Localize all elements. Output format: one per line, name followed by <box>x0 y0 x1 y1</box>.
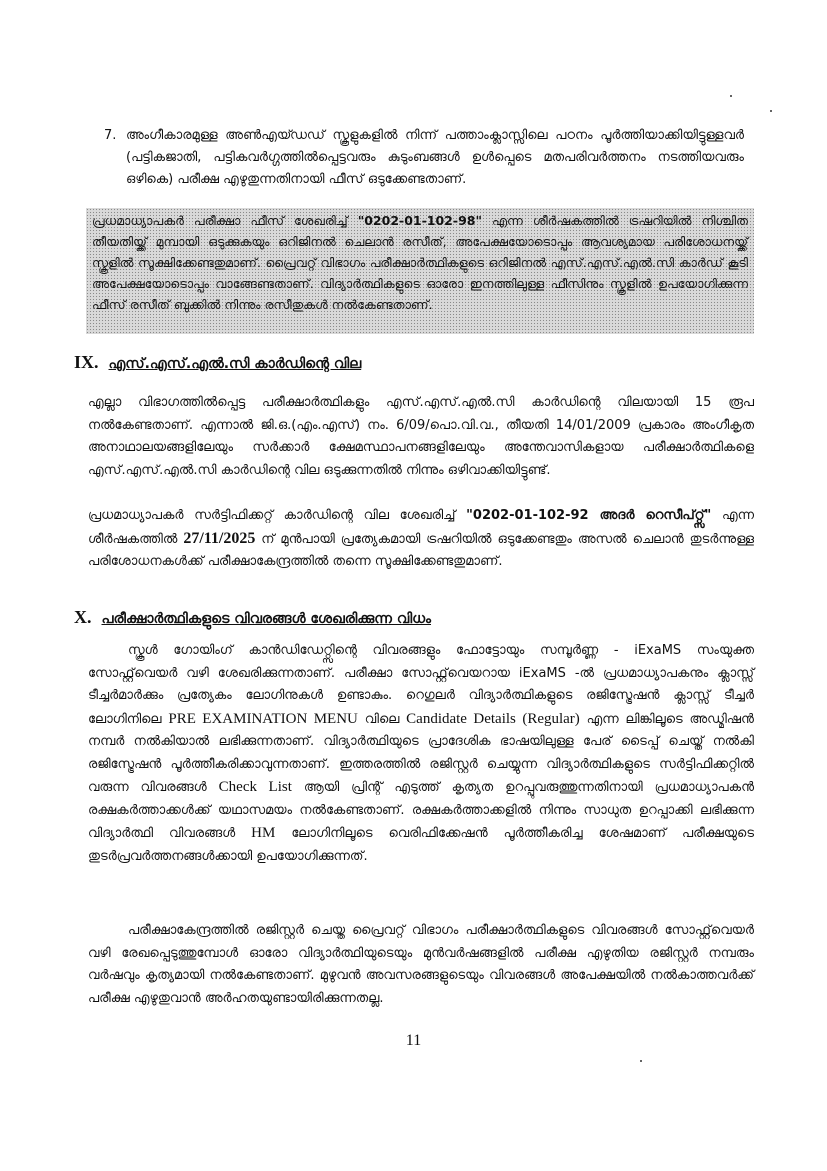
list-item-number: 7. <box>104 128 117 143</box>
para-text-start: പ്രധമാധ്യാപകർ സർട്ടിഫിക്കറ്റ് കാർഡിന്റെ വില ശേഖരിച്ച് <box>88 508 467 523</box>
candidate-details-paragraph <box>88 640 754 868</box>
menu-name: PRE EXAMINATION MENU <box>168 710 358 727</box>
para-text: ആയി പ്രിന്റ് എടുത്ത് കൃത്യത ഉറപ്പുവരുത്തുന്നതിനായി പ്രധമാധ്യാപകൻ രക്ഷകർത്താക്കൾക്ക് യഥാസമയം നൽകേണ്ടതാണ്. രക്ഷകർത്താക്കളിൽ നിന്നും സാധുത ഉറപ്പാക്കി ലഭിക്കുന്ന വിദ്യാർത്ഥി വിവരങ്ങൾ <box>88 780 754 841</box>
section-heading-x <box>74 607 431 628</box>
scan-speck <box>770 110 772 112</box>
page-number: 11 <box>405 1032 422 1049</box>
section-number: IX. <box>74 352 99 372</box>
note-text-start: പ്രധമാധ്യാപകർ പരീക്ഷാ ഫീസ് ശേഖരിച്ച് <box>92 213 358 228</box>
section-title: പരീക്ഷാർത്ഥികളുടെ വിവരങ്ങൾ ശേഖരിക്കുന്ന വിധം <box>101 611 432 627</box>
scan-speck <box>640 1060 642 1062</box>
para-text-end: ന് മുൻപായി പ്രത്യേകമായി ട്രഷറിയിൽ ഒടുക്കേണ്ടതും അസൽ ചെലാൻ തുടർന്നുള്ള പരിശോധനകൾക്ക് പരീക്ഷാകേന്ദ്രത്തിൽ തന്നെ സൂക്ഷിക്കേണ്ടതുമാണ്. <box>88 531 755 569</box>
note-text-rest: എന്ന ശീർഷകത്തിൽ ട്രഷറിയിൽ നിശ്ചിത തീയതിയ്ക്ക് മുമ്പായി ഒടുക്കുകയും ഒറിജിനൽ ചെലാൻ രസീത്, അപേക്ഷയോടൊപ്പം ആവശ്യമായ പരിശോധനയ്ക്ക് സ്കൂളിൽ സൂക്ഷിക്കേണ്ടതുമാണ്. പ്രൈവറ്റ് വിഭാഗം പരീക്ഷാർത്ഥികളുടെ ഒറിജിനൽ എസ്.എസ്.എൽ.സി കാർഡ് കൂടി അപേക്ഷയോടൊപ്പം വാങ്ങേണ്ടതാണ്. വിദ്യാർത്ഥികളുടെ ഓരോ ഇനത്തിലുള്ള ഫീസിനും സ്കൂളിൽ ഉപയോഗിക്കുന്ന ഫീസ് രസീത് ബുക്കിൽ നിന്നും രസീതുകൾ നൽകേണ്ടതാണ്. <box>92 213 748 312</box>
sslc-card-fee-paragraph: എല്ലാ വിഭാഗത്തിൽപ്പെട്ട പരീക്ഷാർത്ഥികളും എസ്.എസ്.എൽ.സി കാർഡിന്റെ വിലയായി 15 രൂപ നൽകേണ്ടതാണ്. എന്നാൽ ജി.ഒ.(എം.എസ്) നം. 6/09/പൊ.വി.വ., തീയതി 14/01/2009 പ്രകാരം അംഗീകൃത അനാഥാലയങ്ങളിലേയും സർക്കാർ ക്ഷേമസ്ഥാപനങ്ങളിലേയും അന്തേവാസികളായ പരീക്ഷാർത്ഥികളെ എസ്.എസ്.എൽ.സി കാർഡിന്റെ വില ഒടുക്കുന്നതിൽ നിന്നും ഒഴിവാക്കിയിട്ടുണ്ട്. <box>88 395 754 478</box>
private-candidates-paragraph: പരീക്ഷാകേന്ദ്രത്തിൽ രജിസ്റ്റർ ചെയ്ത പ്രൈവറ്റ് വിഭാഗം പരീക്ഷാർത്ഥികളുടെ വിവരങ്ങൾ സോഫ്റ്റ്‌വെയർ വഴി രേഖപ്പെടുത്തുമ്പോൾ ഓരോ വിദ്യാർത്ഥിയുടെയും മുൻവർഷങ്ങളിൽ പരീക്ഷ എഴുതിയ രജിസ്റ്റർ നമ്പരും വർഷവും കൃത്യമായി നൽകേണ്ടതാണ്. മുഴുവൻ അവസരങ്ങളുടെയും വിവരങ്ങൾ അപേക്ഷയിൽ നൽകാത്തവർക്ക് പരീക്ഷ എഴുതുവാൻ അർഹതയുണ്ടായിരിക്കുന്നതല്ല. <box>88 923 754 1006</box>
para-text: സ്കൂൾ ഗോയിംഗ് കാൻഡിഡേറ്റ്സിന്റെ വിവരങ്ങളും ഫോട്ടോയും സമ്പൂർണ്ണ - iExaMS സംയുക്ത സോഫ്റ്റ്‌വെയർ വഴി ശേഖരിക്കുന്നതാണ്. പരീക്ഷാ സോഫ്റ്റ്‌വെയറായ iExaMS -ൽ പ്രധമാധ്യാപകനും ക്ലാസ്സ് ടീച്ചർമാർക്കും പ്രത്യേകം ലോഗിനുകൾ ഉണ്ടാകും. റെഗുലർ വിദ്യാർത്ഥികളുടെ രജിസ്ട്രേഷൻ ക്ലാസ്സ് ടീച്ചർ ലോഗിനിലെ <box>88 643 754 727</box>
para-text: എന്ന ലിങ്കിലൂടെ അഡ്മിഷൻ നമ്പർ നൽകിയാൽ ലഭിക്കുന്നതാണ്. വിദ്യാർത്ഥിയുടെ പ്രാദേശിക ഭാഷയിലുള്ള പേര് ടൈപ്പ് ചെയ്ത് നൽകി രജിസ്ട്രേഷൻ പൂർത്തീകരിക്കാവുന്നതാണ്. ഇത്തരത്തിൽ രജിസ്റ്റർ ചെയ്യുന്ന വിദ്യാർത്ഥികളുടെ സർട്ടിഫിക്കറ്റിൽ വരുന്ന വിവരങ്ങൾ <box>88 711 754 795</box>
para-text-mid: എന്ന ശീർഷകത്തിൽ <box>88 508 754 547</box>
head-of-account-code: "0202-01-102-92 അദർ റെസീപ്റ്റ്സ്" <box>466 508 712 523</box>
para-text: വിലെ <box>357 711 407 727</box>
hm-term: HM <box>251 825 276 841</box>
certificate-fee-paragraph <box>88 505 754 574</box>
link-name: Candidate Details (Regular) <box>406 710 580 727</box>
head-of-account-code: "0202-01-102-98" <box>357 213 482 228</box>
scan-speck <box>730 95 732 97</box>
list-item-text: അംഗീകാരമുള്ള അൺഎയ്ഡഡ് സ്കൂളുകളിൽ നിന്ന് പത്താംക്ലാസ്സിലെ പഠനം പൂർത്തിയാക്കിയിട്ടുള്ളവർ (പട്ടികജാതി, പട്ടികവർഗ്ഗത്തിൽപ്പെട്ടവരും കുടുംബങ്ങൾ ഉൾപ്പെടെ മതപരിവർത്തനം നടത്തിയവരും ഒഴികെ) പരീക്ഷ എഴുതുന്നതിനായി ഫീസ് ഒടുക്കേണ്ടതാണ്. <box>126 128 744 187</box>
section-title: എസ്.എസ്.എൽ.സി കാർഡിന്റെ വില <box>108 356 362 372</box>
fee-collection-note <box>86 208 754 334</box>
check-list-term: Check List <box>218 779 292 795</box>
section-number: X. <box>74 607 92 627</box>
deadline-date: 27/11/2025 <box>183 529 256 547</box>
section-heading-ix <box>74 352 361 373</box>
list-item-7 <box>104 125 744 191</box>
para-text: ലോഗിനിലൂടെ വെരിഫിക്കേഷൻ പൂർത്തീകരിച്ച ശേഷമാണ് പരീക്ഷയുടെ തുടർപ്രവർത്തനങ്ങൾക്കായി ഉപയോഗിക്കുന്നത്. <box>88 826 754 864</box>
